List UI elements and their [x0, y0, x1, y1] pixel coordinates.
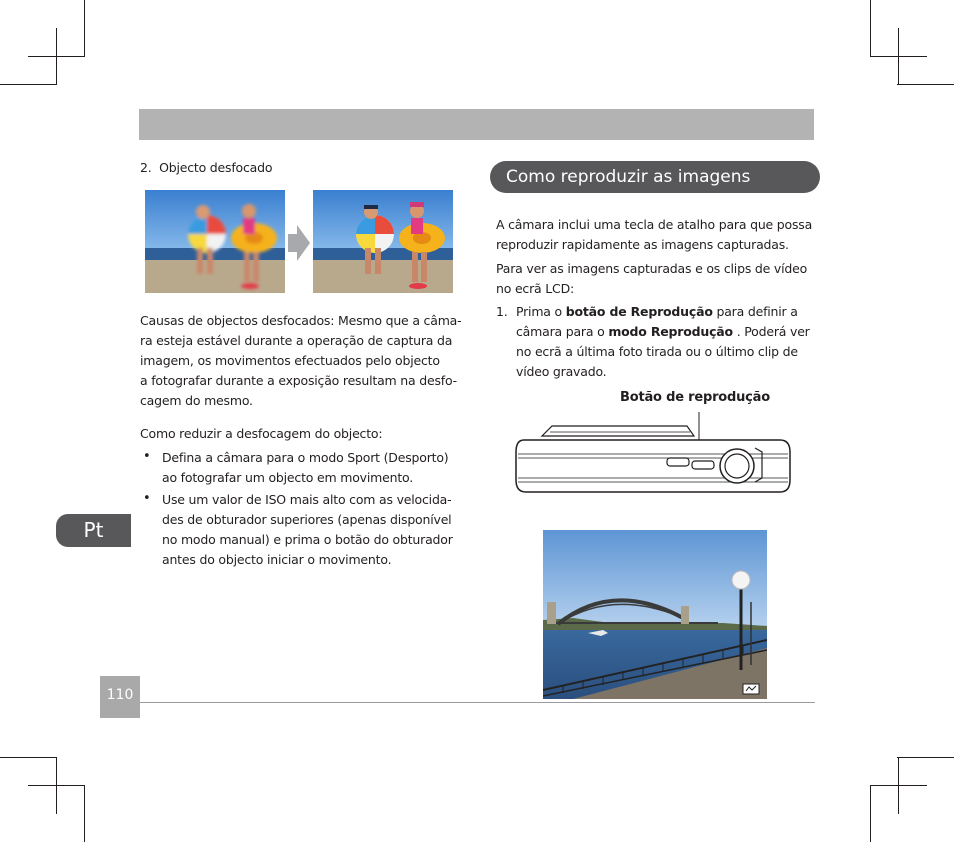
text-line: no modo manual) e prima o botão do obturador — [162, 532, 453, 547]
text-run: Prima o — [516, 304, 566, 319]
arrow-right-icon — [288, 225, 310, 261]
step-paragraph — [516, 302, 810, 382]
crop-mark — [0, 757, 57, 758]
text-run: . Poderá ver — [732, 324, 810, 339]
crop-mark — [28, 56, 84, 57]
crop-mark — [870, 0, 871, 57]
text-line: a fotografar durante a exposição resultam na desfo- — [140, 373, 457, 388]
crop-mark — [84, 785, 85, 842]
view-paragraph — [496, 259, 807, 299]
bullet-item — [162, 448, 448, 488]
bullet-item — [162, 490, 453, 570]
text-line: Para ver as imagens capturadas e os clips de vídeo — [496, 261, 808, 276]
text-run: para definir a — [712, 304, 798, 319]
crop-mark — [56, 758, 57, 814]
text-line: reproduzir rapidamente as imagens capturadas. — [496, 237, 789, 252]
text-line: Causas de objectos desfocados: Mesmo que a câma- — [140, 313, 462, 328]
text-run: câmara para o — [516, 324, 609, 339]
text-line: des de obturador superiores (apenas disponível — [162, 512, 452, 527]
header-bar — [139, 109, 814, 140]
playback-mode-term: modo Reprodução — [608, 324, 733, 339]
text-line: imagem, os movimentos efectuados pelo objecto — [140, 353, 440, 368]
text-line: antes do objecto iniciar o movimento. — [162, 552, 392, 567]
text-line: no ecrã a última foto tirada ou o último clip de — [516, 344, 798, 359]
callout-label: Botão de reprodução — [620, 390, 770, 405]
text-line: A câmara inclui uma tecla de atalho para que possa — [496, 217, 813, 232]
crop-mark — [897, 84, 954, 85]
crop-mark — [0, 84, 57, 85]
crop-mark — [871, 785, 927, 786]
text-line: vídeo gravado. — [516, 364, 607, 379]
camera-top-view-illustration — [512, 408, 794, 500]
text-line: no ecrã LCD: — [496, 281, 575, 296]
playback-button-term: botão de Reprodução — [565, 304, 713, 319]
how-to-heading: Como reduzir a desfocagem do objecto: — [140, 426, 383, 441]
text-line: ao fotografar um objecto em movimento. — [162, 470, 414, 485]
bullet-dot: • — [143, 449, 151, 464]
crop-mark — [28, 785, 84, 786]
text-line: Defina a câmara para o modo Sport (Desporto) — [162, 450, 449, 465]
crop-mark — [898, 758, 899, 814]
list-title: Objecto desfocado — [159, 160, 273, 175]
crop-mark — [897, 757, 954, 758]
text-line: ra esteja estável durante a operação de captura da — [140, 333, 453, 348]
footer-rule — [140, 702, 815, 703]
photo-blurred — [145, 190, 285, 293]
text-line: cagem do mesmo. — [140, 393, 253, 408]
photo-sharp — [313, 190, 453, 293]
crop-mark — [870, 785, 871, 842]
causes-paragraph — [140, 311, 461, 411]
step-number: 1. — [496, 304, 508, 319]
page-number: 110 — [100, 676, 140, 718]
list-number: 2. — [140, 160, 152, 175]
list-item-heading — [140, 158, 272, 178]
crop-mark — [84, 0, 85, 57]
intro-paragraph — [496, 215, 812, 255]
language-tab: Pt — [56, 514, 131, 547]
photo-harbour-bridge — [543, 530, 767, 699]
bullet-dot: • — [143, 491, 151, 506]
section-heading: Como reproduzir as imagens — [490, 161, 820, 193]
crop-mark — [871, 56, 927, 57]
text-line: Use um valor de ISO mais alto com as velocida- — [162, 492, 452, 507]
